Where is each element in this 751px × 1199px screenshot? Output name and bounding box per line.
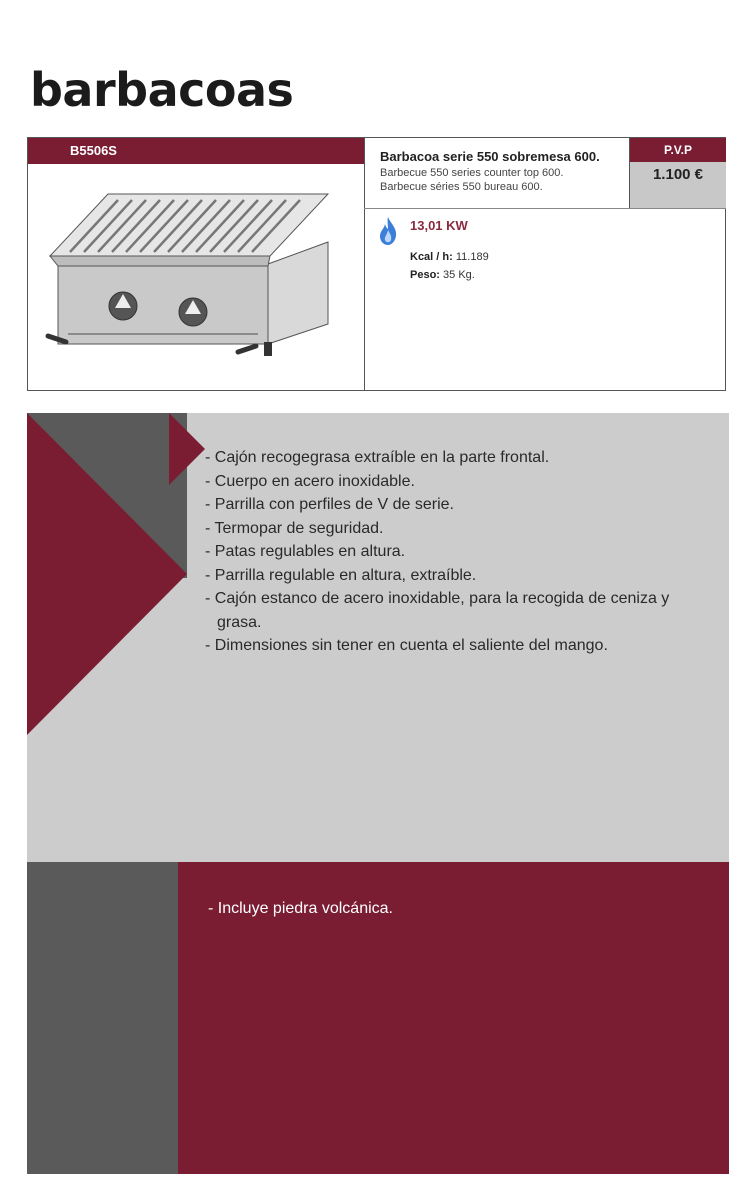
list-item: - Patas regulables en altura. — [205, 543, 406, 560]
product-subtitle-fr: Barbecue séries 550 bureau 600. — [380, 181, 543, 193]
product-card — [27, 137, 726, 391]
list-item: - Dimensiones sin tener en cuenta el saliente del mango. — [205, 637, 608, 654]
price-box — [629, 138, 726, 208]
product-subtitle-en: Barbecue 550 series counter top 600. — [380, 167, 564, 179]
list-item: - Termopar de seguridad. — [205, 519, 384, 537]
card-divider-vertical — [364, 138, 365, 390]
page-title: barbacoas — [30, 63, 294, 117]
spec-kcal-value: 11.189 — [455, 251, 489, 263]
product-description — [380, 148, 630, 194]
extras-section — [27, 862, 729, 1174]
extras-item: - Incluye piedra volcánica. — [208, 900, 393, 917]
barbecue-grill-image — [28, 164, 364, 391]
price-label: P.V.P — [630, 138, 726, 162]
spec-kcal — [410, 248, 489, 266]
price-value: 1.100 € — [652, 166, 704, 183]
extras-side-panel — [27, 862, 178, 1174]
spec-kcal-label: Kcal / h: — [410, 251, 453, 263]
list-item: - Parrilla regulable en altura, extraíble. — [205, 566, 477, 584]
spec-weight — [410, 266, 489, 284]
spec-weight-value: 35 Kg. — [443, 269, 475, 281]
features-section — [27, 413, 729, 862]
spec-weight-label: Peso: — [410, 269, 440, 281]
product-image — [28, 164, 364, 391]
feature-list — [205, 446, 705, 658]
card-divider-horizontal — [364, 208, 726, 209]
list-item: - Cajón recogegrasa extraíble en la parte frontal. — [205, 449, 550, 466]
gas-flame-icon — [377, 216, 399, 246]
product-code: B5506S — [28, 138, 364, 164]
product-title: Barbacoa serie 550 sobremesa 600. — [380, 149, 600, 164]
list-item: - Cajón estanco de acero inoxidable, para la recogida de ceniza y grasa. — [205, 590, 670, 631]
power-rating: 13,01 KW — [410, 218, 468, 233]
list-item: - Cuerpo en acero inoxidable. — [205, 472, 415, 490]
product-specs — [410, 248, 489, 284]
list-item: - Parrilla con perfiles de V de serie. — [205, 496, 454, 513]
